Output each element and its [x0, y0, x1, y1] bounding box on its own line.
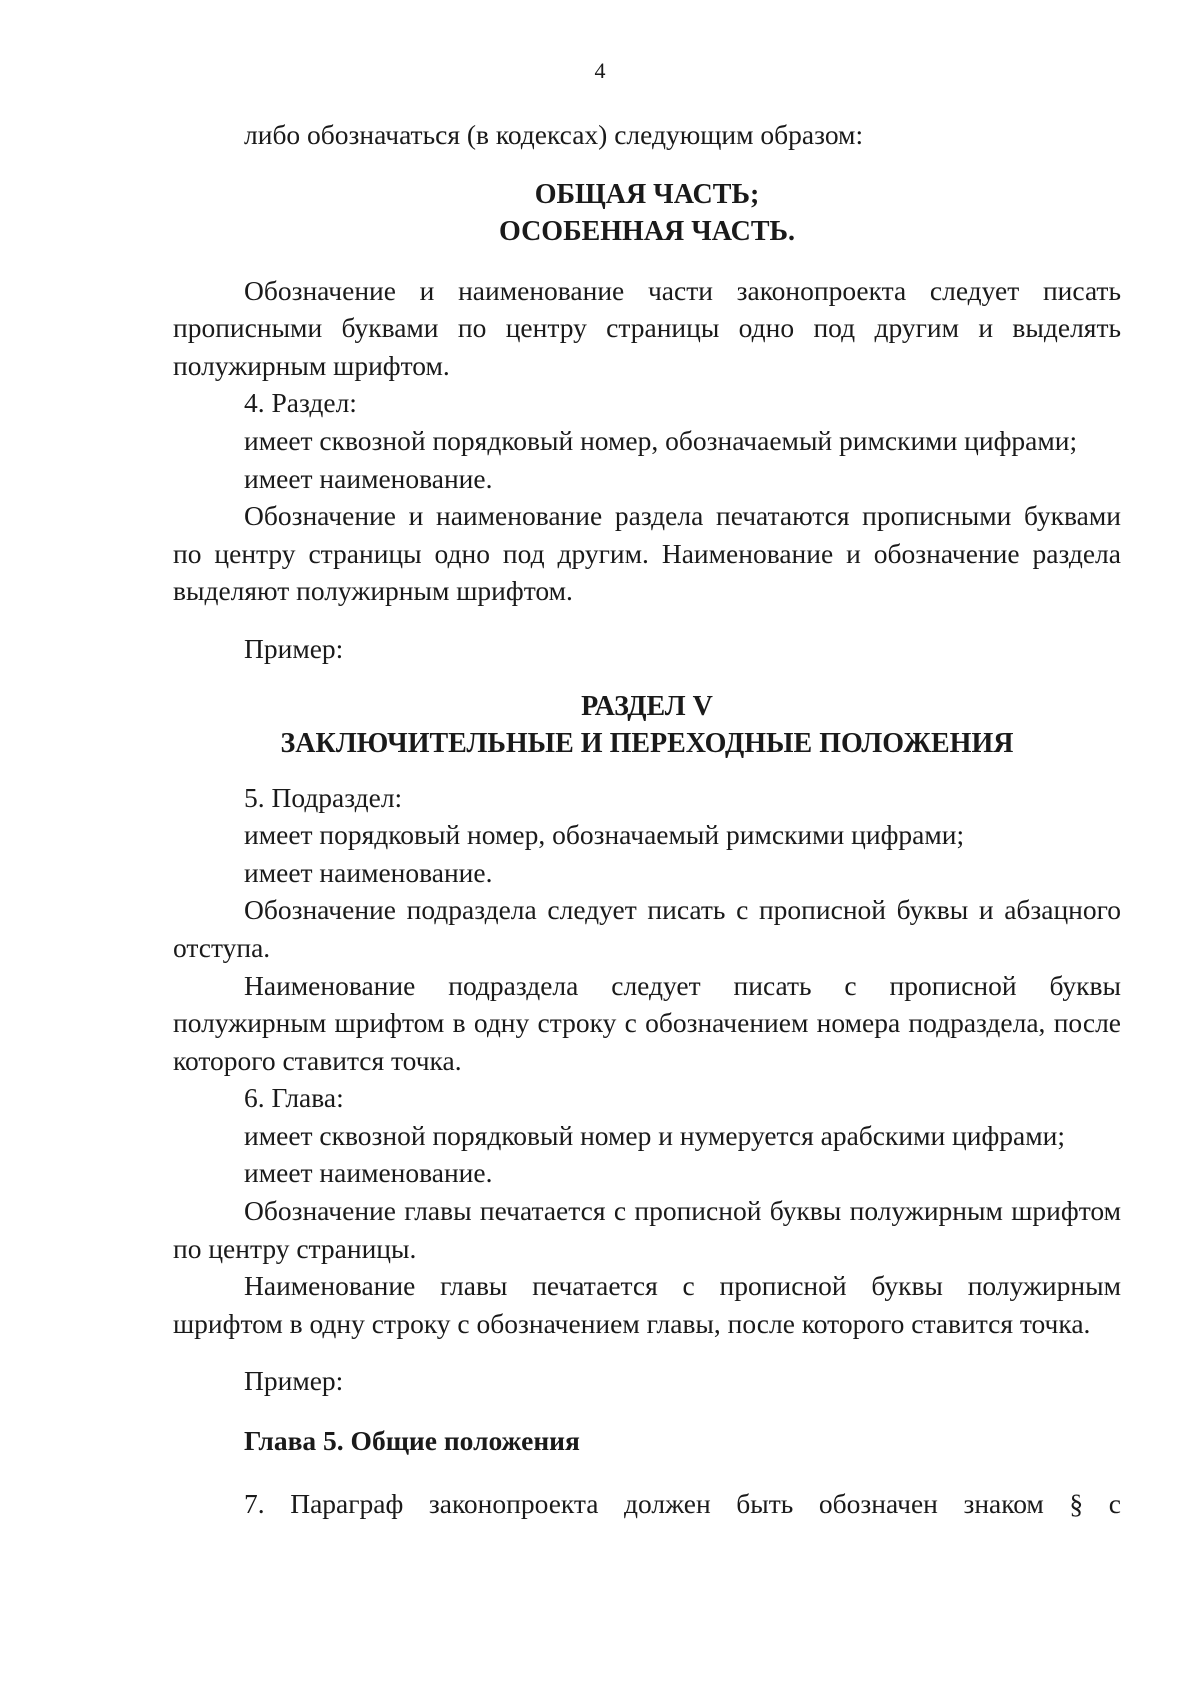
- paragraph: Наименование подраздела следует писать с прописной буквы полужирным шрифтом в одну строку с обозначением номера подраздела, после которого ставится точка.: [173, 969, 1121, 1076]
- item-heading: 6. Глава:: [244, 1082, 344, 1114]
- section-title: ЗАКЛЮЧИТЕЛЬНЫЕ И ПЕРЕХОДНЫЕ ПОЛОЖЕНИЯ: [280, 727, 1014, 759]
- paragraph: имеет сквозной порядковый номер, обозначаемый римскими цифрами;: [244, 424, 1078, 456]
- section-heading: РАЗДЕЛ V: [581, 690, 713, 722]
- chapter-heading: Глава 5. Общие положения: [244, 1425, 580, 1457]
- paragraph: Обозначение и наименование части законопроекта следует писать прописными буквами по центру страницы одно под другим и выделять полужирным шрифтом.: [173, 274, 1121, 381]
- paragraph: имеет наименование.: [244, 462, 493, 494]
- page-number: 4: [594, 58, 606, 83]
- paragraph: 7. Параграф законопроекта должен быть обозначен знаком § с: [244, 1487, 1121, 1519]
- item-heading: 4. Раздел:: [244, 387, 357, 419]
- paragraph: имеет порядковый номер, обозначаемый римскими цифрами;: [244, 819, 965, 851]
- paragraph: имеет сквозной порядковый номер и нумеруется арабскими цифрами;: [244, 1119, 1066, 1151]
- example-label: Пример:: [244, 1365, 344, 1397]
- paragraph: имеет наименование.: [244, 1157, 493, 1189]
- part-heading-general: ОБЩАЯ ЧАСТЬ;: [534, 178, 760, 210]
- paragraph: Обозначение подраздела следует писать с прописной буквы и абзацного отступа.: [173, 894, 1121, 963]
- paragraph: Наименование главы печатается с прописной буквы полужирным шрифтом в одну строку с обозначением главы, после которого ставится точка.: [173, 1270, 1121, 1339]
- example-label: Пример:: [244, 632, 344, 664]
- document-body: [173, 116, 1121, 1522]
- paragraph: имеет наименование.: [244, 856, 493, 888]
- paragraph: Обозначение и наименование раздела печатаются прописными буквами по центру страницы одно под другим. Наименование и обозначение раздела выделяют полужирным шрифтом.: [173, 500, 1121, 607]
- item-heading: 5. Подраздел:: [244, 781, 403, 813]
- part-heading-special: ОСОБЕННАЯ ЧАСТЬ.: [498, 215, 796, 247]
- paragraph: Обозначение главы печатается с прописной буквы полужирным шрифтом по центру страницы.: [173, 1195, 1121, 1264]
- paragraph: либо обозначаться (в кодексах) следующим образом:: [244, 119, 864, 150]
